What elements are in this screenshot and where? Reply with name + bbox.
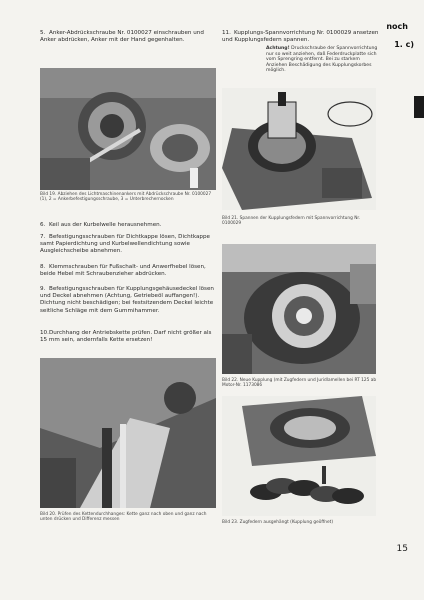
thumb-tab <box>414 96 424 118</box>
figure-19-photo <box>40 68 216 190</box>
step-6: 6. Keil aus der Kurbelwelle herausnehmen. <box>40 222 162 228</box>
figure-21-caption: Bild 21. Spannen der Kupplungsfedern mit Spannvorrichtung Nr. 0100029 <box>222 216 361 227</box>
step-11: 11. Kupplungs-Spannvorrichtung Nr. 0100029 ansetzen und Kupplungsfedern spannen. <box>222 30 379 44</box>
step-9: 9. Befestigungsschrauben für Kupplungsgehäusedeckel lösen und Deckel abnehmen (Achtung, Getriebeöl auffangen!). Dichtung nicht beschädigen; bei festsitzendem Deckel leichte seitliche Schläge mit dem Gummihammer. <box>40 286 214 314</box>
step-10-text: Durchhang der Antriebskette prüfen. Darf nicht größer als 15 mm sein, andernfalls Kette ersetzen! <box>40 330 212 344</box>
step-8-text: Klemmschrauben für Fußschalt- und Anwerfhebel lösen, beide Hebel mit Schraubenzieher abdrücken. <box>40 264 206 278</box>
step-5: 5. Anker-Abdrückschraube Nr. 0100027 einschrauben und Anker abdrücken, Anker mit der Hand gegenhalten. <box>40 30 204 44</box>
step-9-text: Befestigungsschrauben für Kupplungsgehäusedeckel lösen und Deckel abnehmen (Achtung, Getriebeöl auffangen!). Dichtung nicht beschädigen; bei festsitzendem Deckel leichte seitliche Schläge mit dem Gummihammer. <box>40 286 214 314</box>
step-6-text: Keil aus der Kurbelwelle herausnehmen. <box>49 222 162 228</box>
figure-20-photo <box>40 358 216 508</box>
caution-note <box>222 46 380 74</box>
figure-20-caption: Bild 20. Prüfen des Kettendurchhanges: Kette ganz nach oben und ganz nach unten drücken und Differenz messen <box>40 512 207 523</box>
figure-22-caption: Bild 22. Neue Kupplung (mit Zugfedern und Juridlamellen bei RT 125 ab Motor-Nr. 1173086 <box>222 378 377 389</box>
page-number: 15 <box>396 544 408 554</box>
figure-23-caption: Bild 23. Zugfedern ausgehängt (Kupplung geöffnet) <box>222 520 334 525</box>
figure-22-photo <box>222 244 376 374</box>
step-7: 7. Befestigungsschrauben für Dichtkappe lösen, Dichtkappe samt Papierdichtung und Kurbelwellendichtung sowie Ausgleichscheibe abnehmen. <box>40 234 210 255</box>
figure-23-photo <box>222 396 376 516</box>
header-noch: noch <box>386 22 408 31</box>
figure-19-caption: Bild 19. Abziehen des Lichtmaschinenankers mit Abdrückschraube Nr. 0100027 (1), 2 = Ankerbefestigungsschraube, 3 = Unterbrechernocken <box>40 192 212 203</box>
step-8: 8. Klemmschrauben für Fußschalt- und Anwerfhebel lösen, beide Hebel mit Schraubenzieher abdrücken. <box>40 264 206 278</box>
caution-text: Druckschraube der Spannvorrichtung nur so weit anziehen, daß Federdruckplatte sich vom Sprengring entfernt. Bei zu starkem Anziehen Beschädigung des Kupplungskorbes möglich. <box>266 46 378 74</box>
figure-21-photo <box>222 88 376 210</box>
caution-label: Achtung! <box>266 46 290 51</box>
step-10: 10.Durchhang der Antriebskette prüfen. Darf nicht größer als 15 mm sein, andernfalls Kette ersetzen! <box>40 330 212 344</box>
step-5-text: Anker-Abdrückschraube Nr. 0100027 einschrauben und Anker abdrücken, Anker mit der Hand gegenhalten. <box>40 30 204 44</box>
step-11-text: Kupplungs-Spannvorrichtung Nr. 0100029 ansetzen und Kupplungsfedern spannen. <box>222 30 379 44</box>
section-label: 1. c) <box>394 40 414 49</box>
step-7-text: Befestigungsschrauben für Dichtkappe lösen, Dichtkappe samt Papierdichtung und Kurbelwellendichtung sowie Ausgleichscheibe abnehmen. <box>40 234 210 255</box>
